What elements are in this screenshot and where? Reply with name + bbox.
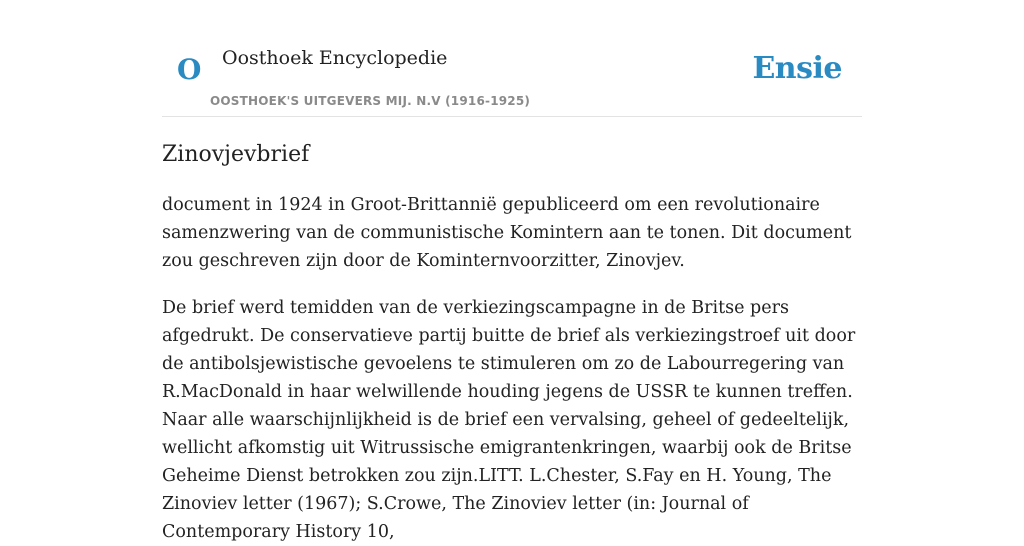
publisher-subtitle: OOSTHOEK'S UITGEVERS MIJ. N.V (1916-1925) (210, 94, 531, 108)
entry-title: Zinovjevbrief (162, 142, 310, 167)
logo-icon[interactable]: O (177, 53, 202, 86)
content-container (162, 0, 862, 546)
entry-body (162, 191, 862, 546)
brand-logo-link[interactable]: Ensie (752, 51, 842, 86)
entry-paragraph: De brief werd temidden van de verkiezingscampagne in de Britse pers afgedrukt. De conservatieve partij buitte de brief als verkiezingstroef uit door de antibolsjewistische gevoelens te stimuleren om zo de Labourregering van R.MacDonald in haar welwillende houding jegens de USSR te kunnen treffen. Naar alle waarschijnlijkheid is de brief een vervalsing, geheel of gedeeltelijk, wellicht afkomstig uit Witrussische emigrantenkringen, waarbij ook de Britse Geheime Dienst betrokken zou zijn.LITT. L.Chester, S.Fay en H. Young, The Zinoviev letter (1967); S.Crowe, The Zinoviev letter (in: Journal of Contemporary History 10, (162, 298, 856, 542)
entry-paragraph: document in 1924 in Groot-Brittannië gepubliceerd om een revolutionaire samenzwering van de communistische Komintern aan te tonen. Dit document zou geschreven zijn door de Kominternvoorzitter, Zinovjev. (162, 195, 852, 271)
site-header (162, 0, 862, 117)
site-title[interactable]: Oosthoek Encyclopedie (222, 47, 448, 69)
